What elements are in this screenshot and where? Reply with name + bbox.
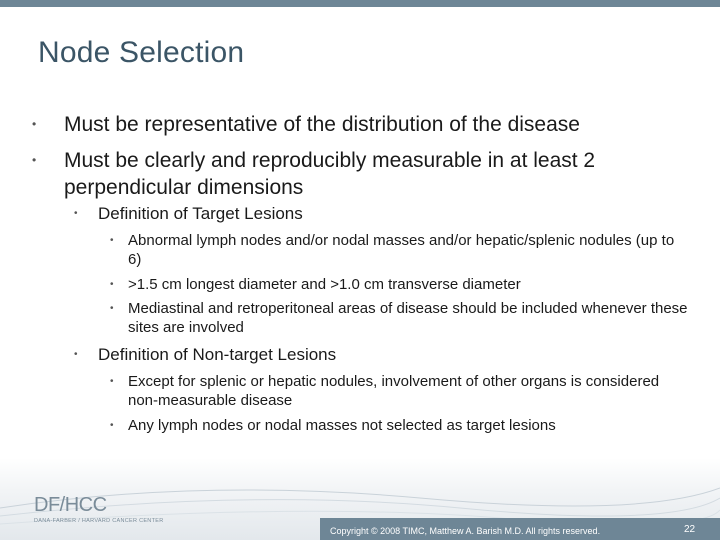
detail-text: Mediastinal and retroperitoneal areas of disease should be included whenever these sites are involved: [128, 300, 688, 336]
bullet-dot: •: [110, 303, 114, 314]
bullet-text: Must be representative of the distribution of the disease: [64, 113, 580, 136]
sub-bullet-heading: Definition of Target Lesions: [98, 204, 303, 223]
bullet-dot: •: [74, 349, 78, 360]
bullet-text: Must be clearly and reproducibly measurable in at least 2 perpendicular dimensions: [64, 149, 596, 199]
bullet-dot: •: [74, 208, 78, 219]
bullet-dot: •: [110, 376, 114, 387]
footer: [0, 458, 720, 540]
bullet-dot: •: [32, 117, 37, 131]
copyright-text: Copyright © 2008 TIMC, Matthew A. Barish M.D. All rights reserved.: [330, 526, 601, 536]
detail-text: Abnormal lymph nodes and/or nodal masses and/or hepatic/splenic nodules (up to 6): [128, 232, 675, 268]
bullet-dot: •: [110, 279, 114, 290]
page-number: 22: [684, 524, 696, 535]
top-bar: [0, 0, 720, 7]
logo-subtext: DANA-FARBER / HARVARD CANCER CENTER: [34, 518, 164, 524]
logo: [34, 494, 164, 524]
bullet-dot: •: [110, 235, 114, 246]
detail-text: Except for splenic or hepatic nodules, involvement of other organs is considered non-measurable disease: [128, 373, 660, 409]
bullet-dot: •: [32, 153, 37, 167]
sub-bullet-heading: Definition of Non-target Lesions: [98, 345, 337, 364]
bullet-dot: •: [110, 420, 114, 431]
logo-text: DF/HCC: [34, 494, 107, 516]
detail-text: >1.5 cm longest diameter and >1.0 cm transverse diameter: [128, 276, 521, 293]
slide-title: Node Selection: [38, 36, 245, 69]
detail-text: Any lymph nodes or nodal masses not selected as target lesions: [128, 417, 556, 434]
